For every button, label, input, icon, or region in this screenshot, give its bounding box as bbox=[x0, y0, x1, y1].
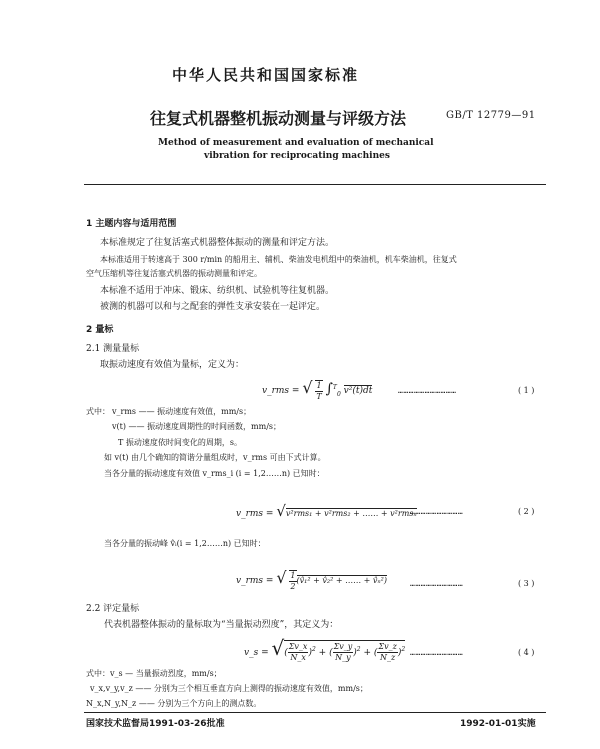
formula-4-term1-denominator: N_x bbox=[290, 653, 306, 662]
english-title-line1: Method of measurement and evaluation of mechanical bbox=[158, 138, 434, 148]
footer-divider bbox=[84, 712, 546, 713]
where-label: 式中： bbox=[86, 407, 110, 416]
formula-4-number: ( 4 ) bbox=[518, 648, 535, 657]
english-title-line2: vibration for reciprocating machines bbox=[204, 151, 390, 161]
formula-1-number: ( 1 ) bbox=[518, 386, 535, 395]
formula-2-number: ( 2 ) bbox=[518, 507, 535, 516]
standard-code: GB/T 12779—91 bbox=[446, 110, 536, 121]
section1-paragraph4: 被测的机器可以和与之配套的弹性支承安装在一起评定。 bbox=[100, 302, 326, 312]
subsection-2-2-heading: 2.2 评定量标 bbox=[86, 604, 140, 614]
formula-2-body: v²rms₁ + v²rms₂ + …… + v²rmsₙ bbox=[285, 509, 417, 518]
note-1: 如 v(t) 由几个确知的简谐分量组成时，v_rms 可由下式计算。 bbox=[104, 453, 326, 462]
formula-2-lhs: v_rms = bbox=[236, 509, 274, 519]
formula-4-term1-numerator: Σv_x bbox=[288, 642, 308, 651]
formula-4-leader: ………………………… bbox=[410, 648, 464, 657]
approval-statement: 国家技术监督局1991-03-26批准 bbox=[86, 719, 225, 729]
formula-3-lhs: v_rms = bbox=[236, 576, 274, 586]
note-3: 当各分量的振动峰 v̂ᵢ(i = 1,2……n) 已知时： bbox=[104, 539, 266, 548]
formula-4-term2-exponent: 2 bbox=[356, 646, 361, 653]
section1-paragraph2-line2: 空气压缩机等往复活塞式机器的振动测量和评定。 bbox=[86, 269, 262, 278]
note-2: 当各分量的振动速度有效值 v_rms_i (i = 1,2……n) 已知时： bbox=[104, 469, 325, 478]
where-item-2: v(t) —— 振动速度周期性的时间函数，mm/s； bbox=[112, 422, 282, 431]
document-title: 往复式机器整机振动测量与评级方法 bbox=[150, 109, 407, 128]
subsection-2-1-intro: 取振动速度有效值为量标，定义为： bbox=[100, 360, 245, 370]
formula-3-body: (v̂₁² + v̂₂² + …… + v̂ₙ²) bbox=[296, 576, 387, 585]
formula-3-fraction-denominator: 2 bbox=[290, 581, 296, 591]
formula-1-upper-limit: T bbox=[332, 384, 337, 391]
section1-paragraph3: 本标准不适用于冲床、锻床、纺织机、试验机等往复机器。 bbox=[100, 286, 335, 296]
formula-4-plus-2: + bbox=[363, 648, 372, 658]
where-item-1: v_rms —— 振动速度有效值，mm/s； bbox=[112, 407, 252, 416]
formula-4-term3-numerator: Σv_z bbox=[378, 642, 397, 651]
formula-3-fraction-numerator: 1 bbox=[290, 570, 296, 580]
subsection-2-2-intro: 代表机器整体振动的量标取为“当量振动烈度”，其定义为： bbox=[104, 620, 339, 630]
subsection-2-1-heading: 2.1 测量量标 bbox=[86, 344, 140, 354]
formula-3: v_rms = √ $\frac{1}{2}$ (v̂₁² + v̂₂² + …… + v̂ₙ²) bbox=[236, 568, 387, 591]
national-standard-heading: 中华人民共和国国家标准 bbox=[172, 66, 360, 84]
where-item-3: T 振动速度依时间变化的周期，s。 bbox=[118, 438, 242, 447]
section1-paragraph2-line1: 本标准适用于转速高于 300 r/min 的船用主、辅机、柴油发电机组中的柴油机，机车柴油机，往复式 bbox=[100, 255, 457, 264]
formula-3-number: ( 3 ) bbox=[518, 579, 535, 588]
formula-1-fraction-denominator: T bbox=[316, 391, 322, 401]
formula-1-leader: …………………………… bbox=[398, 386, 457, 395]
formula-3-leader: ………………………… bbox=[410, 579, 464, 588]
formula-4: v_s = √( $\frac{\Sigma v\_x}{N\_x}$ )$^2$ + ( $\frac{\Sigma v\_y}{N\_y}$ )$^2$ + ( $\frac{\Sigma v\_z}{N\_z}$ )$^2$ bbox=[244, 636, 406, 662]
section1-heading: 1 主题内容与适用范围 bbox=[86, 219, 177, 229]
header-divider bbox=[84, 184, 546, 185]
formula-4-lhs: v_s = bbox=[244, 648, 269, 658]
formula-4-term3-exponent: 2 bbox=[401, 646, 406, 653]
where-item-6: N_x,N_y,N_z —— 分别为三个方向上的测点数。 bbox=[86, 699, 262, 708]
formula-4-term1-exponent: 2 bbox=[311, 646, 316, 653]
section2-heading: 2 量标 bbox=[86, 325, 114, 335]
formula-2-leader: ………………………… bbox=[410, 507, 464, 516]
formula-1: v_rms = √ $\frac{1}{T}$ ∫$^T_0$ v²(t)dt bbox=[262, 378, 373, 401]
section1-paragraph1: 本标准规定了往复活塞式机器整体振动的测量和评定方法。 bbox=[100, 238, 335, 248]
implementation-date: 1992-01-01实施 bbox=[460, 719, 536, 729]
formula-1-fraction-numerator: 1 bbox=[316, 380, 322, 390]
formula-1-lhs: v_rms = bbox=[262, 386, 300, 396]
formula-4-plus-1: + bbox=[318, 648, 327, 658]
formula-4-term3-denominator: N_z bbox=[380, 653, 396, 662]
where-item-4: 式中：v_s — 当量振动烈度，mm/s； bbox=[86, 669, 222, 678]
formula-2: v_rms = √v²rms₁ + v²rms₂ + …… + v²rmsₙ bbox=[236, 502, 417, 520]
where-item-5: v_x,v_y,v_z —— 分别为三个相互垂直方向上测得的振动速度有效值，mm/s； bbox=[90, 684, 368, 693]
formula-4-term2-numerator: Σv_y bbox=[333, 642, 353, 651]
formula-4-term2-denominator: N_y bbox=[335, 653, 351, 662]
formula-1-lower-limit: 0 bbox=[336, 390, 341, 398]
formula-1-integrand: v²(t)dt bbox=[343, 386, 373, 396]
